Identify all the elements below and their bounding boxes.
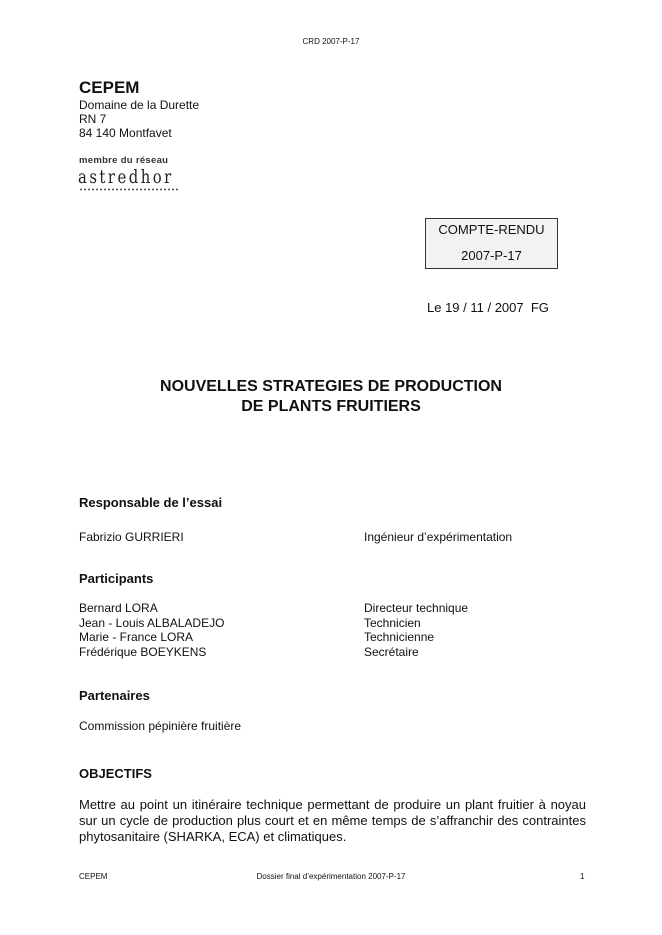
- astredhor-logo: astredhor: [78, 166, 174, 188]
- objectifs-text: Mettre au point un itinéraire technique permettant de produire un plant fruitier à noyau sur un cycle de production plus court et en même temps de s’affranchir des contraintes phytosanitaire (SHARKA, ECA) et climatiques.: [79, 797, 586, 844]
- responsable-name: Fabrizio GURRIERI: [79, 530, 184, 544]
- partenaires-text: Commission pépinière fruitière: [79, 719, 242, 733]
- address-line-2: RN 7: [79, 112, 107, 126]
- participant-role: Technicien: [364, 615, 421, 630]
- page-number: 1: [580, 872, 585, 881]
- participant-name: Jean - Louis ALBALADEJO: [79, 615, 225, 630]
- logo-dotted-line: [79, 188, 179, 191]
- participant-role: Directeur technique: [364, 601, 469, 615]
- partenaires-heading: Partenaires: [79, 688, 150, 703]
- organization-name: CEPEM: [79, 78, 140, 97]
- participants-heading: Participants: [79, 571, 154, 586]
- footer-center: Dossier final d’expérimentation 2007-P-17: [256, 872, 406, 881]
- participant-role: Secrétaire: [364, 644, 419, 659]
- footer-left: CEPEM: [79, 872, 108, 881]
- participant-name: Frédérique BOEYKENS: [79, 644, 207, 659]
- report-number: 2007-P-17: [461, 248, 522, 263]
- address-line-1: Domaine de la Durette: [79, 98, 200, 112]
- participant-name: Bernard LORA: [79, 601, 158, 615]
- title-line-2: DE PLANTS FRUITIERS: [241, 398, 421, 415]
- responsable-heading: Responsable de l’essai: [79, 495, 223, 510]
- title-line-1: NOUVELLES STRATEGIES DE PRODUCTION: [160, 378, 502, 395]
- header-reference: CRD 2007-P-17: [302, 37, 360, 46]
- participant-role: Technicienne: [364, 630, 435, 644]
- report-date: Le 19 / 11 / 2007 FG: [427, 300, 549, 315]
- participant-name: Marie - France LORA: [79, 630, 194, 644]
- report-type: COMPTE-RENDU: [438, 222, 545, 237]
- responsable-role: Ingénieur d’expérimentation: [364, 530, 513, 544]
- objectifs-heading: OBJECTIFS: [79, 766, 152, 781]
- document-title: [0, 377, 662, 417]
- network-label: membre du réseau: [79, 155, 169, 166]
- report-box: [425, 218, 558, 269]
- address-line-3: 84 140 Montfavet: [79, 126, 172, 140]
